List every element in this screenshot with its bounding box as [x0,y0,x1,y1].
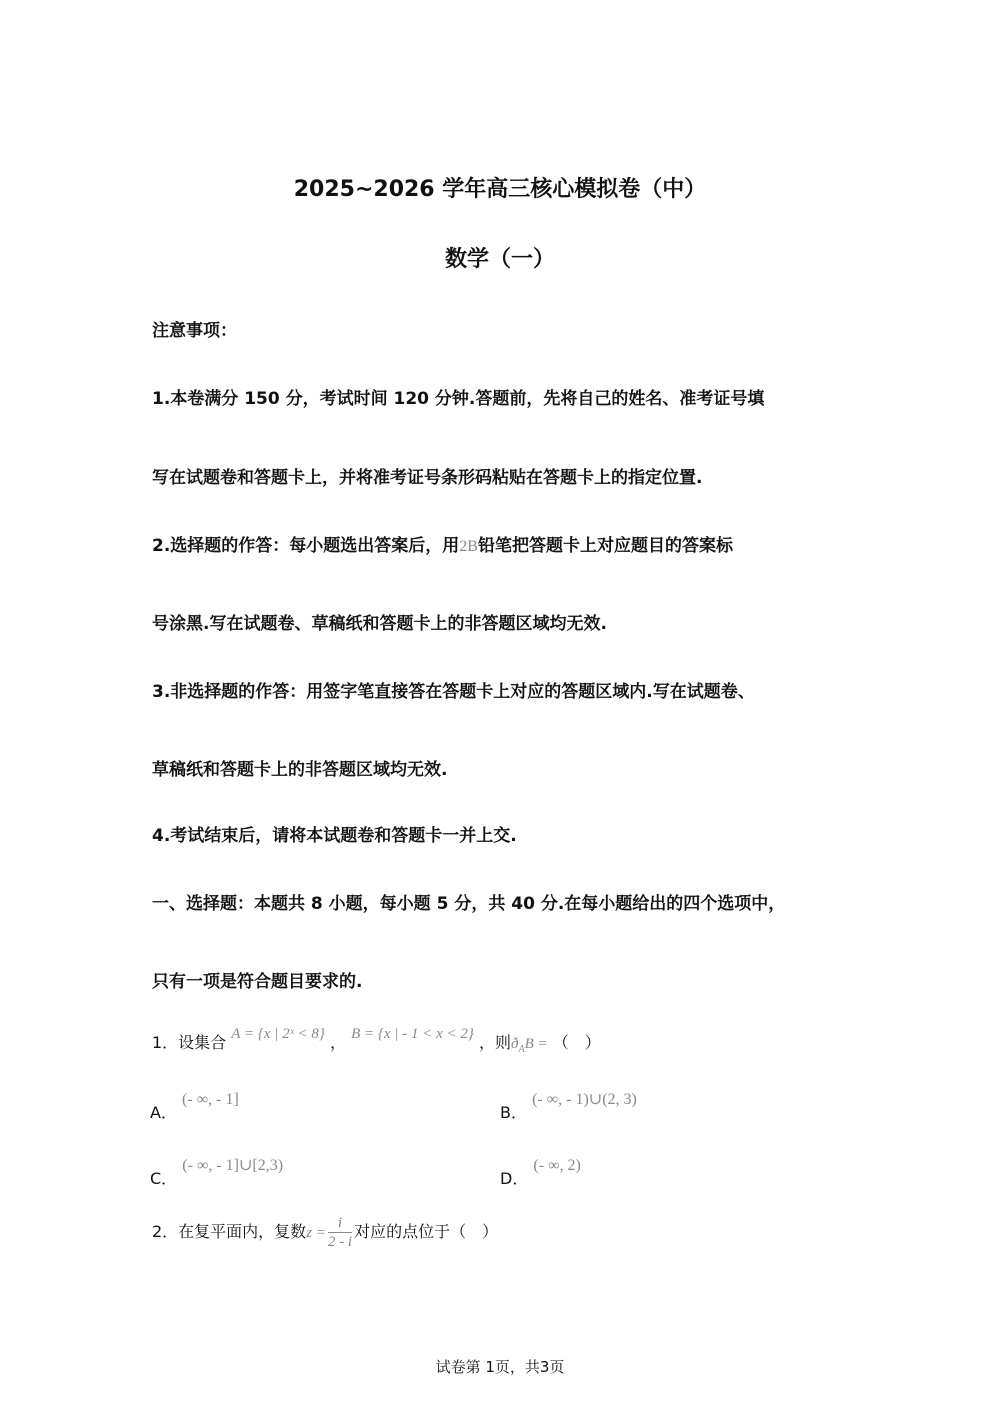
page-footer: 试卷第 1页，共3页 [435,1358,565,1376]
option-b-value: (- ∞, - 1)∪(2, 3) [532,1091,637,1108]
option-a-value: (- ∞, - 1] [182,1091,239,1108]
complement-expression: B = [524,1036,548,1052]
option-a-letter: A． [150,1103,177,1122]
complex-fraction [328,1214,352,1251]
complement-subscript: A [518,1044,525,1056]
notice-line-1: 1.本卷满分 150 分，考试时间 120 分钟.答题前，先将自己的姓名、准考证号填 [152,389,765,409]
question-1-mid: ，则 [478,1033,511,1052]
notice-heading: 注意事项： [152,321,237,341]
set-b-expression: B = {x | - 1 < x < 2} [351,1026,474,1042]
notice-line-3-start: 2.选择题的作答：每小题选出答案后，用 [152,536,460,556]
option-a[interactable] [150,1091,239,1123]
set-a-expression: A = {x | 2ˣ < 8} [231,1026,325,1042]
option-c[interactable] [150,1157,284,1189]
option-c-value: (- ∞, - 1]∪[2,3) [182,1157,284,1174]
notice-line-6: 草稿纸和答题卡上的非答题区域均无效. [152,760,448,780]
notice-line-3-end: 铅笔把答题卡上对应题目的答案标 [477,536,733,556]
question-2-end: 对应的点位于（ ） [354,1222,499,1241]
fraction-denominator: 2 - i [327,1234,353,1250]
exam-title: 2025~2026 学年高三核心模拟卷（中） [293,177,707,202]
question-2-stem [152,1214,498,1251]
question-2-prefix: 2．在复平面内，复数 [152,1222,307,1241]
question-1-stem [152,1026,601,1056]
complement-symbol: ð [510,1036,519,1052]
section-1-line-2: 只有一项是符合题目要求的. [152,972,363,992]
option-b-letter: B． [500,1103,527,1122]
notice-line-2: 写在试题卷和答题卡上，并将准考证号条形码粘贴在答题卡上的指定位置. [152,468,703,488]
exam-subtitle: 数学（一） [444,247,555,272]
option-d-value: (- ∞, 2) [533,1157,581,1174]
option-d[interactable] [500,1157,581,1189]
pencil-grade: 2B [459,538,478,555]
question-1-separator: ， [330,1033,347,1052]
question-1-paren: （ ） [552,1033,601,1052]
option-d-letter: D． [500,1169,529,1188]
option-b[interactable] [500,1091,637,1123]
notice-line-5: 3.非选择题的作答：用签字笔直接答在答题卡上对应的答题区域内.写在试题卷、 [152,682,755,702]
notice-line-7: 4.考试结束后，请将本试题卷和答题卡一并上交. [152,826,517,846]
question-1-prefix: 1．设集合 [152,1033,227,1052]
notice-line-3 [152,531,733,556]
complex-z: z = [306,1225,326,1241]
option-c-letter: C． [150,1169,178,1188]
fraction-numerator: i [328,1214,352,1233]
notice-line-4: 号涂黑.写在试题卷、草稿纸和答题卡上的非答题区域均无效. [152,614,607,634]
section-1-line-1: 一、选择题：本题共 8 小题，每小题 5 分，共 40 分.在每小题给出的四个选项中， [152,894,786,914]
